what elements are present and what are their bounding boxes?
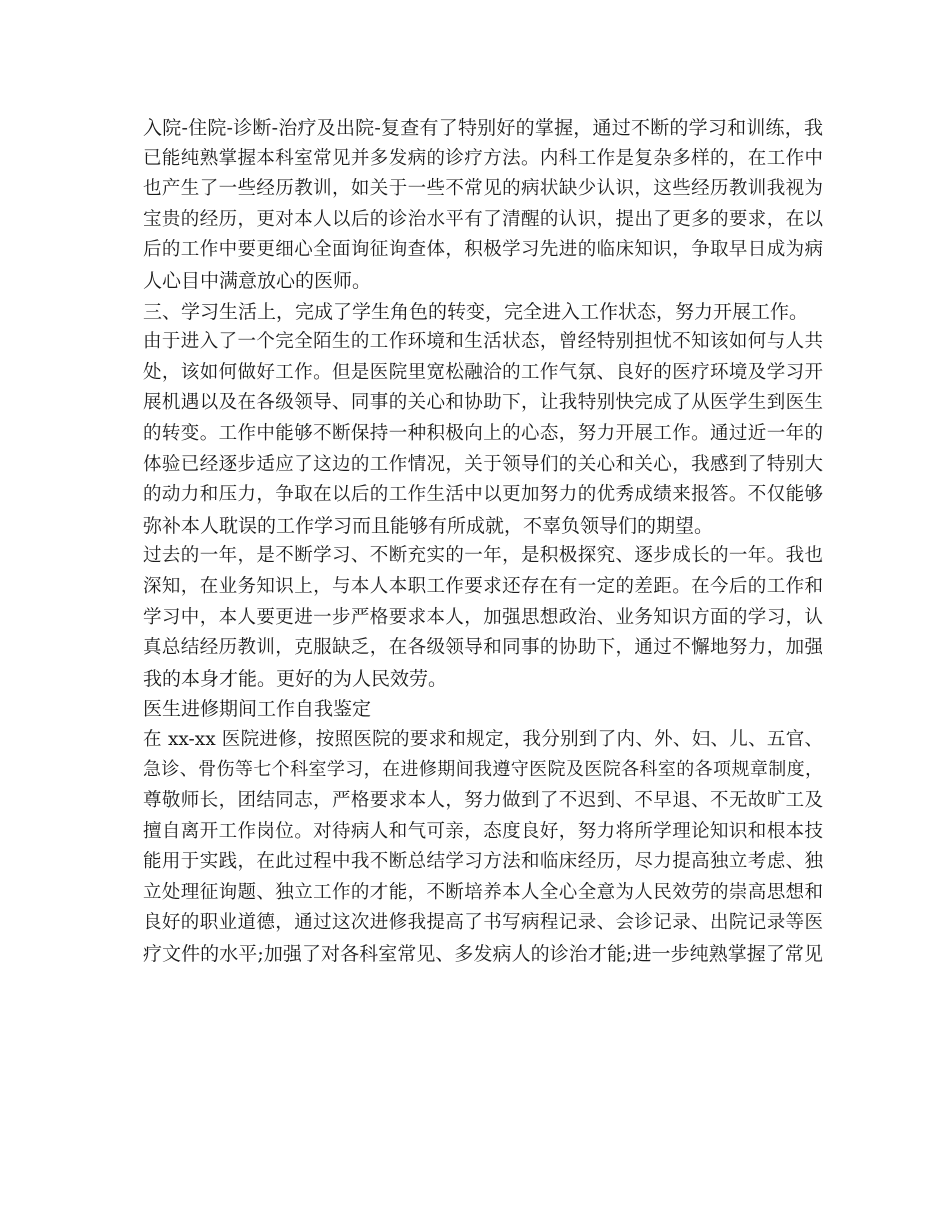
text-line: 弥补本人耽误的工作学习而且能够有所成就，不辜负领导们的期望。 bbox=[143, 514, 714, 537]
text-line: 医生进修期间工作自我鉴定 bbox=[143, 698, 372, 721]
text-line: 的转变。工作中能够不断保持一种积极向上的心态，努力开展工作。通过近一年的 bbox=[143, 422, 823, 444]
text-line: 宝贵的经历，更对本人以后的诊治水平有了清醒的认识，提出了更多的要求，在以 bbox=[143, 208, 823, 230]
text-line: 后的工作中要更细心全面询征询查体，积极学习先进的临床知识，争取早日成为病 bbox=[143, 239, 823, 261]
text-line: 已能纯熟掌握本科室常见并多发病的诊疗方法。内科工作是复杂多样的，在工作中 bbox=[143, 147, 823, 169]
text-line: 人心目中满意放心的医师。 bbox=[143, 269, 372, 292]
text-line: 良好的职业道德，通过这次进修我提高了书写病程记录、会诊记录、出院记录等医 bbox=[143, 912, 823, 934]
text-line: 的动力和压力，争取在以后的工作生活中以更加努力的优秀成绩来报答。不仅能够 bbox=[143, 484, 823, 506]
text-line: 能用于实践，在此过程中我不断总结学习方法和临床经历，尽力提高独立考虑、独 bbox=[143, 851, 823, 873]
text-line: 体验已经逐步适应了这边的工作情况，关于领导们的关心和关心，我感到了特别大 bbox=[143, 453, 823, 475]
text-line: 过去的一年，是不断学习、不断充实的一年，是积极探究、逐步成长的一年。我也 bbox=[143, 545, 823, 567]
text-line: 立处理征询题、独立工作的才能，不断培养本人全心全意为人民效劳的崇高思想和 bbox=[143, 881, 823, 903]
text-line: 展机遇以及在各级领导、同事的关心和协助下，让我特别快完成了从医学生到医生 bbox=[143, 392, 823, 414]
text-line: 在 xx-xx 医院进修，按照医院的要求和规定，我分别到了内、外、妇、儿、五官、 bbox=[143, 728, 823, 750]
text-line: 处，该如何做好工作。但是医院里宽松融洽的工作气氛、良好的医疗环境及学习开 bbox=[143, 361, 823, 383]
document-body-text bbox=[143, 113, 823, 970]
text-line: 擅自离开工作岗位。对待病人和气可亲，态度良好，努力将所学理论知识和根本技 bbox=[143, 820, 823, 842]
text-line: 疗文件的水平;加强了对各科室常见、多发病人的诊治才能;进一步纯熟掌握了常见 bbox=[143, 943, 823, 966]
text-line: 真总结经历教训，克服缺乏，在各级领导和同事的协助下，通过不懈地努力，加强 bbox=[143, 637, 823, 659]
text-line: 急诊、骨伤等七个科室学习，在进修期间我遵守医院及医院各科室的各项规章制度， bbox=[143, 759, 823, 781]
text-line: 三、学习生活上，完成了学生角色的转变，完全进入工作状态，努力开展工作。 bbox=[143, 300, 809, 323]
text-line: 入院-住院-诊断-治疗及出院-复查有了特别好的掌握，通过不断的学习和训练，我 bbox=[143, 117, 823, 139]
text-line: 也产生了一些经历教训，如关于一些不常见的病状缺少认识，这些经历教训我视为 bbox=[143, 178, 823, 200]
text-line: 由于进入了一个完全陌生的工作环境和生活状态，曾经特别担忧不知该如何与人共 bbox=[143, 331, 823, 353]
text-line: 深知，在业务知识上，与本人本职工作要求还存在有一定的差距。在今后的工作和 bbox=[143, 575, 823, 597]
text-line: 尊敬师长，团结同志，严格要求本人，努力做到了不迟到、不早退、不无故旷工及 bbox=[143, 790, 823, 812]
text-line: 我的本身才能。更好的为人民效劳。 bbox=[143, 667, 448, 690]
text-line: 学习中，本人要更进一步严格要求本人，加强思想政治、业务知识方面的学习，认 bbox=[143, 606, 823, 628]
